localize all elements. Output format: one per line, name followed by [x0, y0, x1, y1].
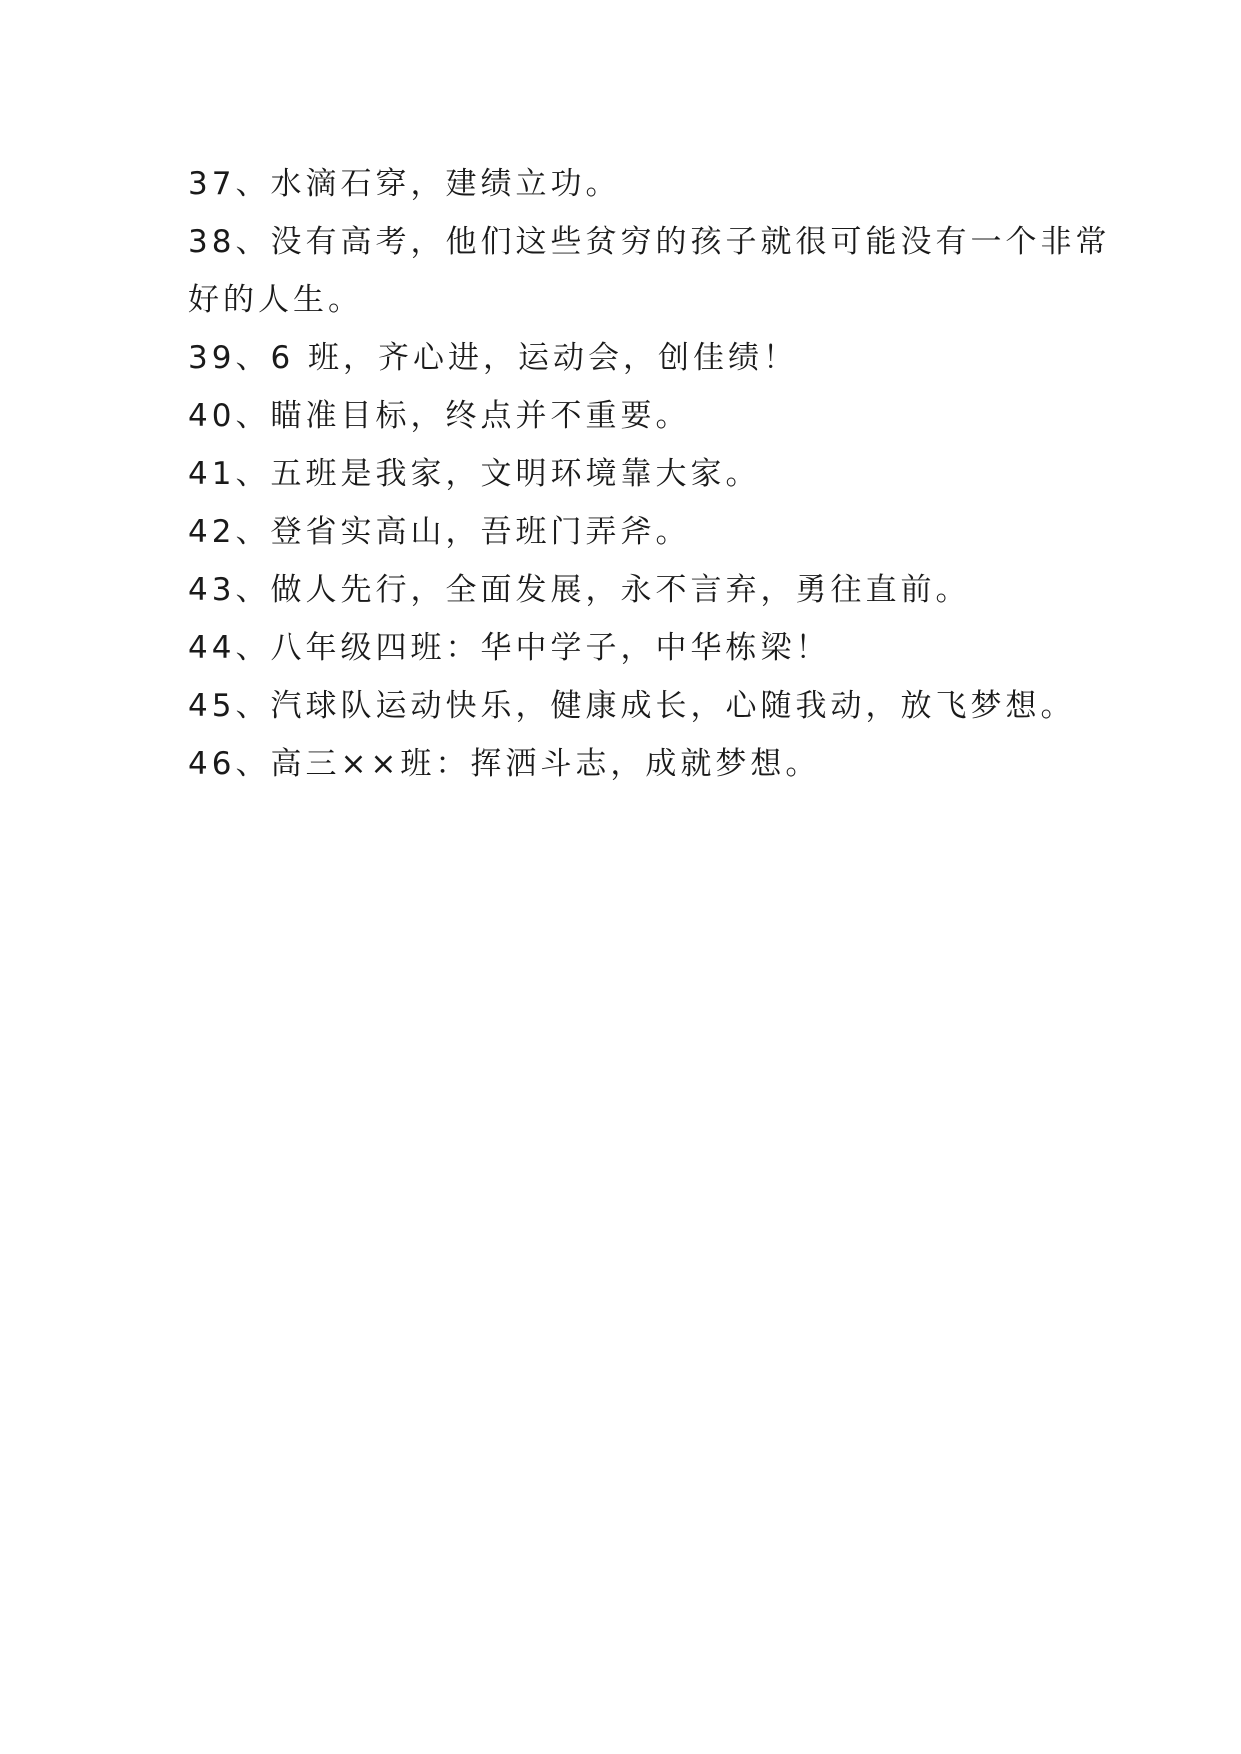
document-body: [188, 155, 1111, 793]
text-line: 38、没有高考，他们这些贫穷的孩子就很可能没有一个非常: [188, 224, 1111, 260]
text-line: 41、五班是我家，文明环境靠大家。: [188, 456, 761, 492]
text-line: 45、汽球队运动快乐，健康成长，心随我动，放飞梦想。: [188, 688, 1076, 724]
text-line: 44、八年级四班：华中学子，中华栋梁！: [188, 630, 831, 666]
text-line: 39、6 班，齐心进，运动会，创佳绩！: [188, 340, 799, 376]
text-line: 46、高三××班：挥洒斗志，成就梦想。: [188, 746, 821, 782]
text-line: 43、做人先行，全面发展，永不言弃，勇往直前。: [188, 572, 971, 608]
text-line: 37、水滴石穿，建绩立功。: [188, 166, 621, 202]
text-line: 好的人生。: [188, 282, 363, 318]
text-line: 40、瞄准目标，终点并不重要。: [188, 398, 691, 434]
text-line: 42、登省实高山，吾班门弄斧。: [188, 514, 691, 550]
